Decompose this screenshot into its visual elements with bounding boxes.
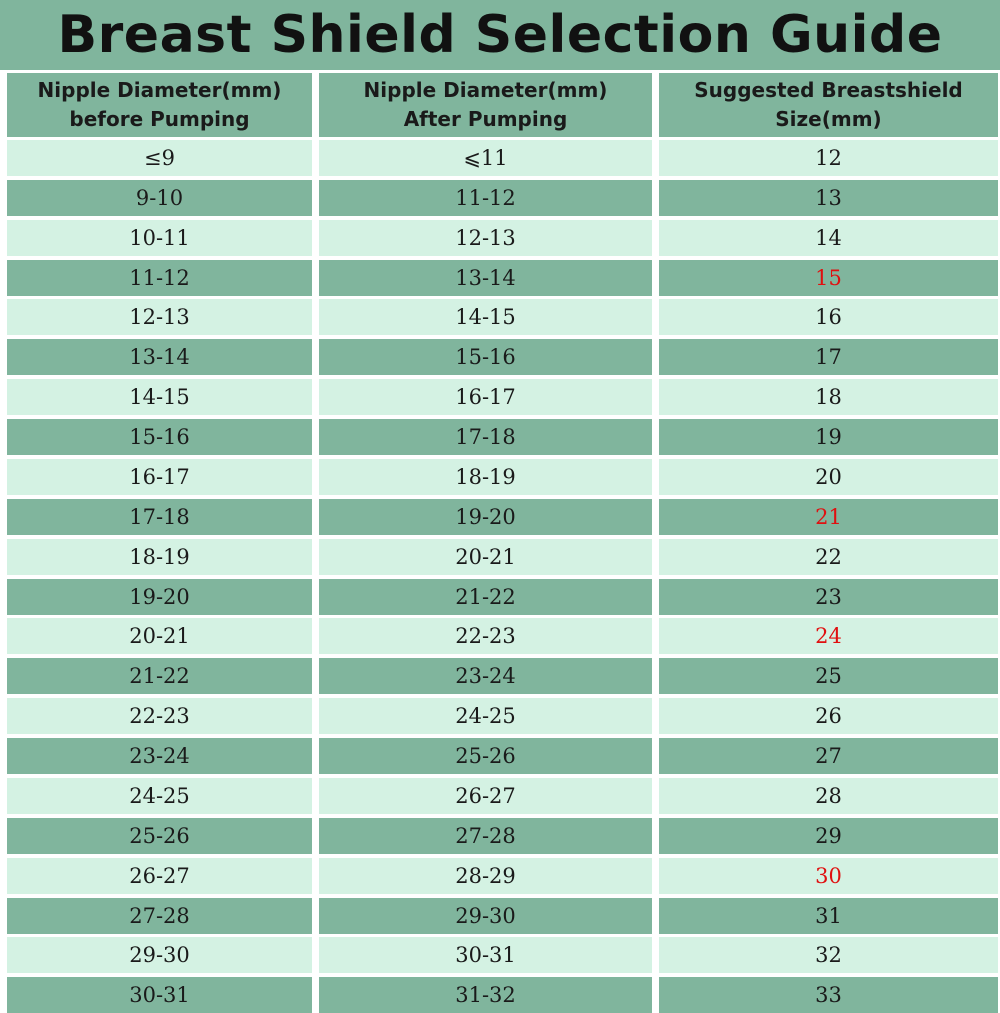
column-header-label: Suggested Breastshield Size(mm) [694,78,963,131]
size-cell: 30 [659,858,998,894]
after-cell: 24-25 [319,698,652,734]
size-cell: 29 [659,818,998,854]
after-cell: 12-13 [319,220,652,256]
before-cell: 22-23 [7,698,312,734]
column-header-label: Nipple Diameter(mm) After Pumping [363,78,608,131]
before-cell: 14-15 [7,379,312,415]
size-cell: 31 [659,898,998,934]
before-cell: 15-16 [7,419,312,455]
before-cell: 20-21 [7,618,312,654]
after-cell: 14-15 [319,299,652,335]
size-cell: 24 [659,618,998,654]
after-cell: 15-16 [319,339,652,375]
after-cell: 22-23 [319,618,652,654]
before-cell: ≤9 [7,140,312,176]
after-cell: 13-14 [319,260,652,296]
before-cell: 25-26 [7,818,312,854]
size-cell: 28 [659,778,998,814]
size-cell: 20 [659,459,998,495]
after-cell: 20-21 [319,539,652,575]
after-cell: 18-19 [319,459,652,495]
size-cell: 21 [659,499,998,535]
before-cell: 26-27 [7,858,312,894]
size-cell: 18 [659,379,998,415]
title-bar [0,0,1000,70]
before-cell: 10-11 [7,220,312,256]
size-cell: 14 [659,220,998,256]
after-cell: 30-31 [319,937,652,973]
after-cell: 21-22 [319,579,652,615]
after-cell: 16-17 [319,379,652,415]
size-cell: 26 [659,698,998,734]
before-cell: 13-14 [7,339,312,375]
before-cell: 17-18 [7,499,312,535]
before-cell: 24-25 [7,778,312,814]
size-cell: 23 [659,579,998,615]
after-cell: 31-32 [319,977,652,1013]
size-cell: 16 [659,299,998,335]
after-cell: ⩽11 [319,140,652,176]
after-cell: 23-24 [319,658,652,694]
before-cell: 16-17 [7,459,312,495]
after-cell: 19-20 [319,499,652,535]
after-cell: 11-12 [319,180,652,216]
size-cell: 15 [659,260,998,296]
after-cell: 27-28 [319,818,652,854]
column-header [659,73,998,137]
before-cell: 27-28 [7,898,312,934]
size-cell: 33 [659,977,998,1013]
after-cell: 17-18 [319,419,652,455]
before-cell: 29-30 [7,937,312,973]
page-title: Breast Shield Selection Guide [57,5,943,65]
column-header [319,73,652,137]
before-cell: 18-19 [7,539,312,575]
size-cell: 12 [659,140,998,176]
after-cell: 28-29 [319,858,652,894]
size-cell: 22 [659,539,998,575]
before-cell: 23-24 [7,738,312,774]
after-cell: 26-27 [319,778,652,814]
before-cell: 12-13 [7,299,312,335]
size-cell: 17 [659,339,998,375]
before-cell: 21-22 [7,658,312,694]
before-cell: 9-10 [7,180,312,216]
size-cell: 27 [659,738,998,774]
after-cell: 25-26 [319,738,652,774]
before-cell: 19-20 [7,579,312,615]
before-cell: 11-12 [7,260,312,296]
size-cell: 32 [659,937,998,973]
after-cell: 29-30 [319,898,652,934]
column-header [7,73,312,137]
size-cell: 25 [659,658,998,694]
size-cell: 19 [659,419,998,455]
size-cell: 13 [659,180,998,216]
column-header-label: Nipple Diameter(mm) before Pumping [37,78,282,131]
before-cell: 30-31 [7,977,312,1013]
